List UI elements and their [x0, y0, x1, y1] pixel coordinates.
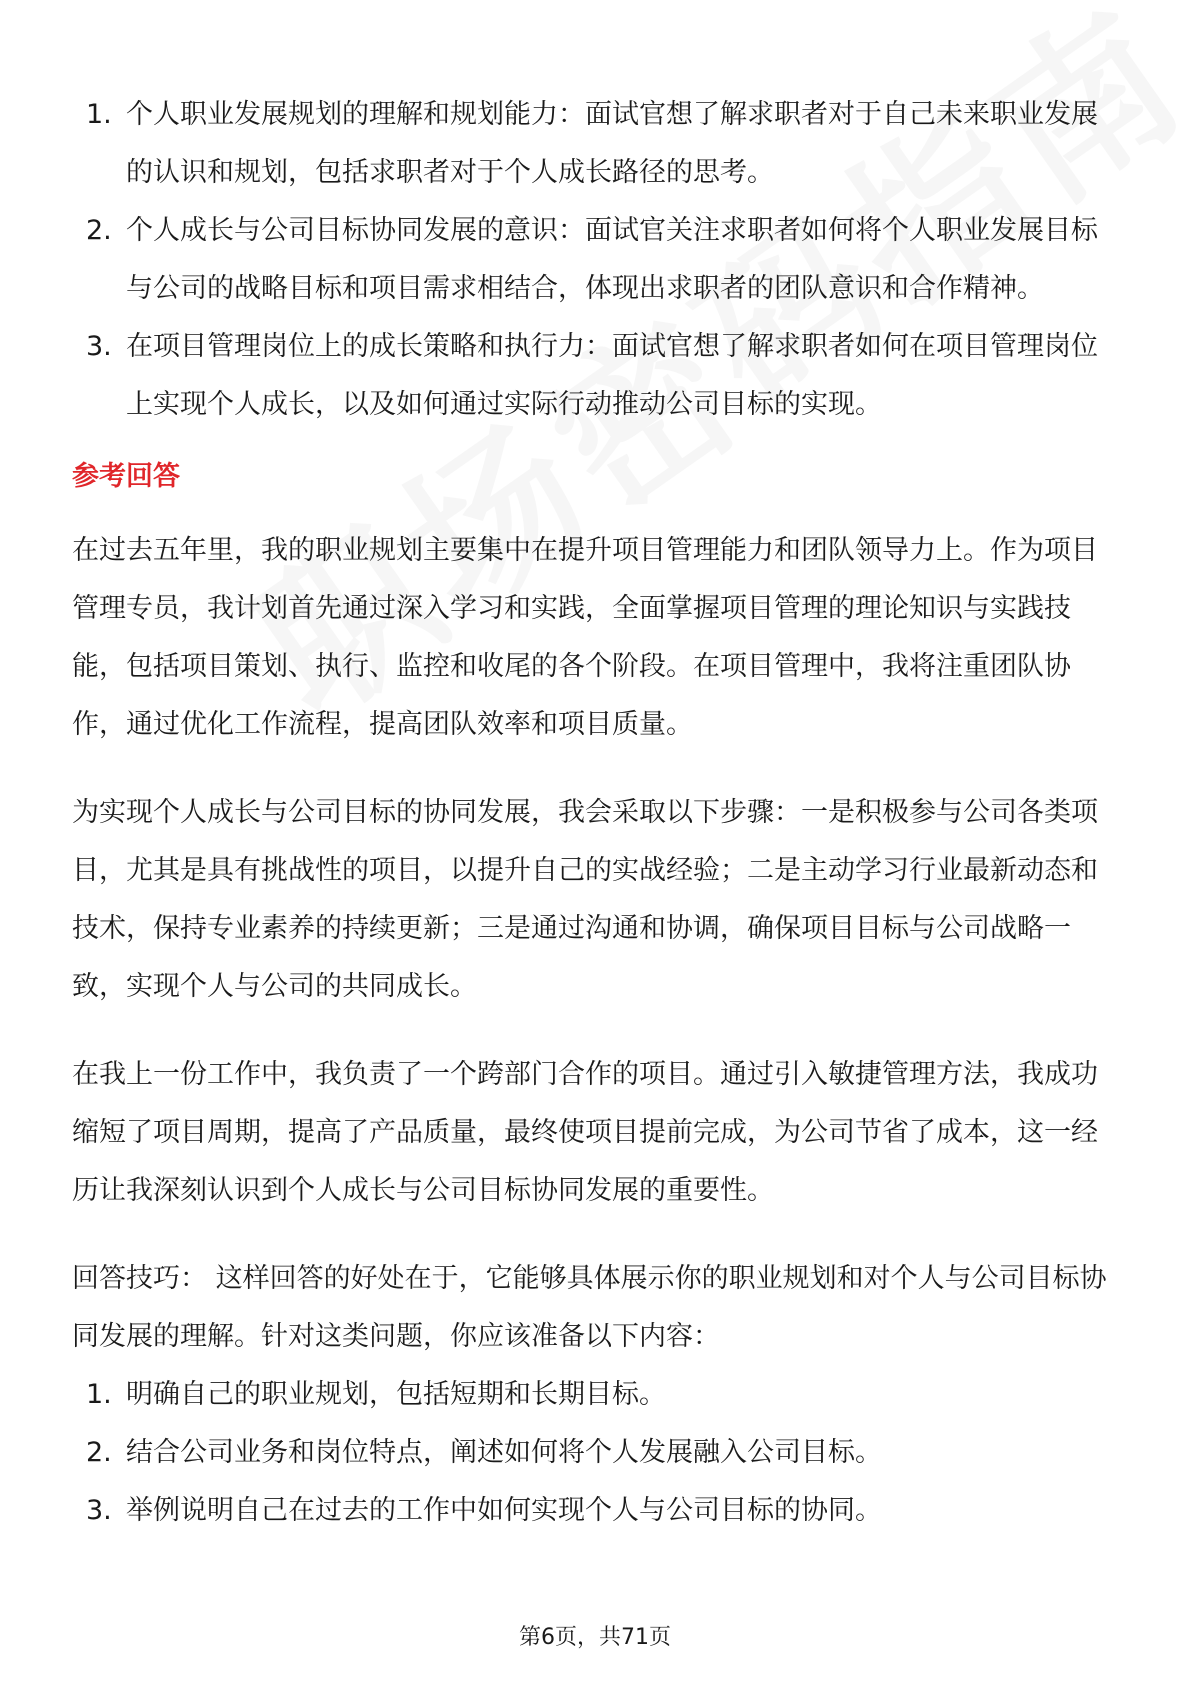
- list-item: [72, 1424, 1122, 1482]
- paragraph: 回答技巧： 这样回答的好处在于，它能够具体展示你的职业规划和对个人与公司目标协同发展的理解。针对这类问题，你应该准备以下内容：: [72, 1263, 1107, 1352]
- paragraph: 在过去五年里，我的职业规划主要集中在提升项目管理能力和团队领导力上。作为项目管理专员，我计划首先通过深入学习和实践，全面掌握项目管理的理论知识与实践技能，包括项目策划、执行、监控和收尾的各个阶段。在项目管理中，我将注重团队协作，通过优化工作流程，提高团队效率和项目质量。: [72, 535, 1098, 740]
- list-item-text: 明确自己的职业规划，包括短期和长期目标。: [126, 1379, 666, 1410]
- list-item-text: 个人职业发展规划的理解和规划能力：面试官想了解求职者对于自己未来职业发展的认识和规划，包括求职者对于个人成长路径的思考。: [126, 99, 1098, 188]
- list-number: 2.: [86, 215, 112, 246]
- list-item: [72, 202, 1122, 318]
- list-item: [72, 318, 1122, 434]
- list-number: 2.: [86, 1437, 112, 1468]
- paragraph: 为实现个人成长与公司目标的协同发展，我会采取以下步骤：一是积极参与公司各类项目，尤其是具有挑战性的项目，以提升自己的实战经验；二是主动学习行业最新动态和技术，保持专业素养的持续更新；三是通过沟通和协调，确保项目目标与公司战略一致，实现个人与公司的共同成长。: [72, 797, 1098, 1002]
- list-number: 3.: [86, 1495, 112, 1526]
- list-item-text: 结合公司业务和岗位特点，阐述如何将个人发展融入公司目标。: [126, 1437, 882, 1468]
- list-number: 1.: [86, 99, 112, 130]
- list-number: 1.: [86, 1379, 112, 1410]
- tips-list: [72, 1366, 1122, 1540]
- paragraph: 在我上一份工作中，我负责了一个跨部门合作的项目。通过引入敏捷管理方法，我成功缩短了项目周期，提高了产品质量，最终使项目提前完成，为公司节省了成本，这一经历让我深刻认识到个人成长与公司目标协同发展的重要性。: [72, 1059, 1098, 1206]
- list-item-text: 在项目管理岗位上的成长策略和执行力：面试官想了解求职者如何在项目管理岗位上实现个人成长，以及如何通过实际行动推动公司目标的实现。: [126, 331, 1098, 420]
- page-footer: 第6页，共71页: [519, 1625, 671, 1650]
- list-number: 3.: [86, 331, 112, 362]
- list-item-text: 个人成长与公司目标协同发展的意识：面试官关注求职者如何将个人职业发展目标与公司的战略目标和项目需求相结合，体现出求职者的团队意识和合作精神。: [126, 215, 1098, 304]
- page-content: [72, 86, 1122, 1540]
- list-item: [72, 1482, 1122, 1540]
- section-heading: 参考回答: [72, 461, 180, 492]
- intent-list: [72, 86, 1122, 434]
- list-item-text: 举例说明自己在过去的工作中如何实现个人与公司目标的协同。: [126, 1495, 882, 1526]
- list-item: [72, 1366, 1122, 1424]
- list-item: [72, 86, 1122, 202]
